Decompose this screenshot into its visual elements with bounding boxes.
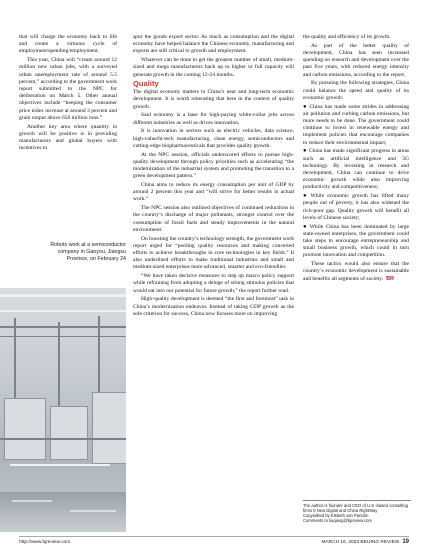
bullet-dot-icon: ● xyxy=(303,223,308,230)
copyeditor-credit: Copyedited by Elsbeth van Paridon xyxy=(303,513,369,519)
bullet-item xyxy=(303,193,409,222)
closing-text: These tactics would also ensure that the country’s economic development is sustainable and benefits all segments of society. xyxy=(303,261,409,282)
paragraph: On boosting the country’s technology strength, the government work report urged for “pooling quality resources and making concerted efforts to achieve breakthroughs in core technologies in key fields.” It also underlined efforts to make traditional industries and small and medium-sized enterprises more advanced, smarter and eco-friendlier. xyxy=(133,235,294,271)
bullet-text: While economic growth has lifted many people out of poverty, it has also widened the rich-poor gap. Quality growth will benefit all levels of Chinese society; xyxy=(303,193,410,221)
footer-divider xyxy=(19,536,409,537)
bullet-dot-icon: ● xyxy=(303,103,308,110)
article-column-2 xyxy=(133,34,294,320)
page-number: 19 xyxy=(402,539,409,545)
end-mark: BR xyxy=(386,275,395,282)
bullet-text: China has made significant progress in areas such as artificial intelligence and 5G technology. By investing in research and development, China can continue to drive economic growth while also improving productivity and competitiveness; xyxy=(303,148,410,191)
bullet-text: While China has been dominated by large state-owned enterprises, the government could take steps to encourage entrepreneurship and small business growth, which could in turn promote innovation and competition. xyxy=(303,223,409,259)
bullet-dot-icon: ● xyxy=(303,148,307,155)
paragraph: Said economy is a base for high-paying white-collar jobs across different industries as well as drives innovation. xyxy=(133,112,294,126)
paragraph: This year, China will “create around 12 million new urban jobs, with a surveyed urban unemployment rate of around 5.5 percent,” according to the government work report submitted to the NPC for deliberation on March 5. Other annual objectives include “keeping the consumer price index increase at around 3 percent and grain output above 650 million tons.” xyxy=(19,57,117,121)
paragraph: “We have taken decisive measures to step up macro policy support while refraining from adopting a deluge of strong stimulus policies that would eat into our potential for future growth,” the report further read. xyxy=(133,273,294,294)
footer-url[interactable]: http://www.bjreview.com xyxy=(19,540,71,545)
paragraph: It is innovation in sectors such as electric vehicles, data science, high-value/hi-tech manufacturing, clean energy, semiconductors and cutting-edge biopharmaceuticals that provides quality growth. xyxy=(133,128,294,149)
paragraph: The NPC session also outlined objectives of continued reductions in the country’s discharge of major pollutants, stronger control over the consumption of fossil fuels and steady improvements in the natural environment. xyxy=(133,205,294,233)
paragraph xyxy=(303,261,409,283)
issue-date: MARCH 16, 2023 BEIJING REVIEW xyxy=(321,540,400,545)
paragraph: the quality and efficiency of its growth. xyxy=(303,34,391,40)
paragraph: Another key area where quantity in growth will be positive is in providing manufacturers and global buyers with incentives to xyxy=(19,123,117,152)
bullet-item xyxy=(303,148,409,191)
bullet-text: China has made some strides in addressing air pollution and curbing carbon emissions, but more needs to be done. The government could continue to invest in renewable energy and implement policies that encourage companies to reduce their environmental impact; xyxy=(303,103,409,146)
comments-contact: Comments to liuqiang@bjreview.com xyxy=(303,518,372,524)
article-column-1 xyxy=(19,34,117,154)
footer-issue xyxy=(321,539,409,545)
paragraph: The digital economy matters to China’s near and long-term economic development. It is worth reiterating that here in the context of quality growth. xyxy=(133,89,294,110)
bullet-item xyxy=(303,104,409,147)
photo-caption: Robots work at a semiconductor company in Gaoyou, Jiangsu Province, on February 24 xyxy=(50,242,126,262)
article-column-3 xyxy=(303,34,409,284)
bullet-dot-icon: ● xyxy=(303,193,309,200)
author-bio: The author is founder and CEO of U.S.-based consulting firms 5 New Digital and China RightWay xyxy=(303,503,408,514)
bullet-item xyxy=(303,224,409,260)
paragraph: By pursuing the following strategies, China could balance the speed and quality of its economic growth: xyxy=(303,80,409,101)
paragraph: As part of the better quality of development, China has seen increased spending on research and development over the past five years, with reduced energy intensity and carbon emissions, according to the report. xyxy=(303,42,409,78)
paragraph: spur the goods export sector. As much as consumption and the digital economy have helped balance the Chinese economy, manufacturing and exports are still critical to growth and employment. xyxy=(133,34,294,55)
author-note xyxy=(303,500,411,523)
factory-robots-photo xyxy=(0,288,126,532)
paragraph: that will charge the economy back to life and create a virtuous cycle of employment/spending/employment. xyxy=(19,34,117,55)
paragraph: High-quality development is deemed “the first and foremost” task in China’s modernization endeavor. Instead of taking GDP growth as the sole criterion for success, China now focuses more on improving xyxy=(133,296,294,317)
paragraph: At the NPC session, officials underscored efforts to pursue high-quality development through policy priorities such as accelerating “the modernization of the industrial system and promoting the transition to a green development pattern.” xyxy=(133,151,294,180)
section-heading: Quality xyxy=(133,79,159,89)
paragraph: China aims to reduce its energy consumption per unit of GDP by around 2 percent this year and “will strive for better results in actual work.” xyxy=(133,182,294,203)
paragraph: Whatever can be done to get the greatest number of small, medium-sized and mega manufacturers back up to higher or full capacity will generate growth in the coming 12-24 months. xyxy=(133,57,294,78)
